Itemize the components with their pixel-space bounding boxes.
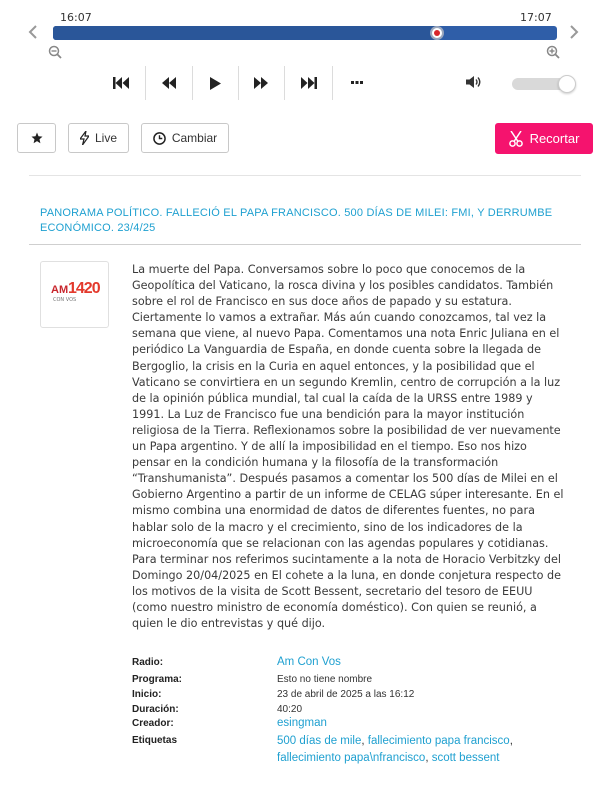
lightning-icon [80, 131, 89, 145]
program-label: Programa: [132, 674, 183, 685]
chevron-right-icon[interactable] [567, 24, 581, 40]
divider [29, 175, 581, 176]
start-value: 23 de abril de 2025 a las 16:12 [277, 689, 415, 700]
volume-icon[interactable] [466, 74, 482, 93]
duration-label: Duración: [132, 704, 179, 715]
favorite-button[interactable] [17, 123, 56, 153]
control-divider [332, 66, 333, 100]
control-divider [284, 66, 285, 100]
play-icon [210, 77, 221, 90]
logo-sub-text: CON VOS [53, 297, 77, 303]
skip-back-button[interactable] [98, 66, 144, 100]
change-button[interactable] [141, 123, 229, 153]
rewind-icon [162, 77, 176, 89]
radio-link[interactable]: Am Con Vos [277, 656, 341, 668]
divider [29, 244, 581, 245]
radio-label: Radio: [132, 657, 164, 668]
live-button-label: Live [94, 131, 117, 145]
tags-list: 500 días de mile, fallecimiento papa francisco, fallecimiento papa\nfrancisco, scott bessent [277, 735, 513, 764]
change-button-label: Cambiar [171, 131, 218, 145]
timeline-end-time: 17:07 [520, 11, 552, 24]
volume-slider[interactable] [512, 78, 574, 90]
tag-link[interactable]: fallecimiento papa francisco [367, 735, 510, 747]
timeline-played-portion [53, 26, 436, 40]
zoom-in-icon[interactable] [546, 44, 560, 58]
creator-label: Creador: [132, 718, 174, 729]
zoom-out-icon[interactable] [48, 44, 62, 58]
tags-label: Etiquetas [132, 735, 178, 746]
radio-logo [40, 261, 109, 328]
episode-title[interactable]: PANORAMA POLÍTICO. FALLECIÓ EL PAPA FRANCISCO. 500 DÍAS DE MILEI: FMI, Y DERRUMBE ECONÓMICO. 23/4/25 [40, 207, 553, 234]
tag-link[interactable]: 500 días de mile [277, 735, 362, 747]
more-options-button[interactable] [334, 66, 380, 100]
tag-link[interactable]: fallecimiento papa\nfrancisco [277, 751, 426, 764]
more-icon [351, 81, 363, 85]
creator-link[interactable]: esingman [277, 717, 327, 729]
skip-back-icon [113, 77, 129, 89]
live-button[interactable] [68, 123, 129, 153]
skip-forward-icon [301, 77, 317, 89]
volume-slider-thumb[interactable] [558, 75, 576, 93]
cut-button-label: Recortar [529, 131, 580, 146]
fast-forward-icon [254, 77, 268, 89]
fast-forward-button[interactable] [238, 66, 284, 100]
scissors-icon [509, 131, 523, 147]
timeline-start-time: 16:07 [60, 11, 92, 24]
rewind-button[interactable] [146, 66, 192, 100]
program-value: Esto no tiene nombre [277, 674, 373, 685]
cut-button[interactable] [495, 123, 593, 154]
start-label: Inicio: [132, 689, 162, 700]
timeline-track[interactable] [53, 26, 557, 40]
logo-frequency-text: 1420 [68, 280, 100, 297]
logo-am-text: AM [51, 284, 69, 296]
skip-forward-button[interactable] [286, 66, 332, 100]
tag-link[interactable]: scott bessent [431, 751, 500, 764]
star-icon [31, 132, 43, 144]
chevron-left-icon[interactable] [26, 24, 40, 40]
duration-value: 40:20 [277, 704, 303, 715]
clock-icon [153, 132, 166, 145]
play-button[interactable] [192, 66, 238, 100]
timeline-playhead[interactable] [430, 26, 444, 40]
episode-description: La muerte del Papa. Conversamos sobre lo poco que conocemos de la Geopolítica del Vaticano, la rosca divina y los posibles candidatos. También sobre el rol de Francisco en sus doce años de papado y su estatura. Ciertamente lo vamos a extrañar. Más aún cuando conozcamos, tal vez la semana que viene, al nuevo Papa. Comentamos una nota Enric Juliana en el periódico La Vanguardia de España, en donde cuenta sobre la llegada de Bergoglio, la crisis en la Curia en aquel entonces, y la posibilidad que el Vaticano se convirtiera en un segundo Kremlin, centro de corrupción a la luz de la opinión pública mundial, tal cual la caída de la URSS entre 1989 y 1991. La Luz de Francisco fue una bendición para la mayor institución religiosa de la Tierra. Reflexionamos sobre la posibilidad de ver nuevamente un Papa argentino. Y de allí la imposibilidad en el tiempo. Eso nos hizo pensar en la condición humana y la filosofía de la transformación “Transhumanista”. Después pasamos a comentar los 500 días de Milei en el Gobierno Argentino a partir de un informe de CELAG súper interesante. En el mismo combina una enormidad de datos de diferentes fuentes, no para hablar solo de la macro y el crecimiento, sino de los indicadores de la microeconomía que se relacionan con las agendas populares y cotidianas. Para terminar nos referimos sucintamente a la nota de Horacio Verbitzky del Domingo 20/04/2025 en El cohete a la luna, en donde conjetura respecto de los motivos de la visita de Scott Bessent, secretario del tesoro de EEUU (como nuestro ministro de economía doméstico). Con quien se reunió, a quien le dio entrevistas y qué dijo. [132, 263, 564, 631]
